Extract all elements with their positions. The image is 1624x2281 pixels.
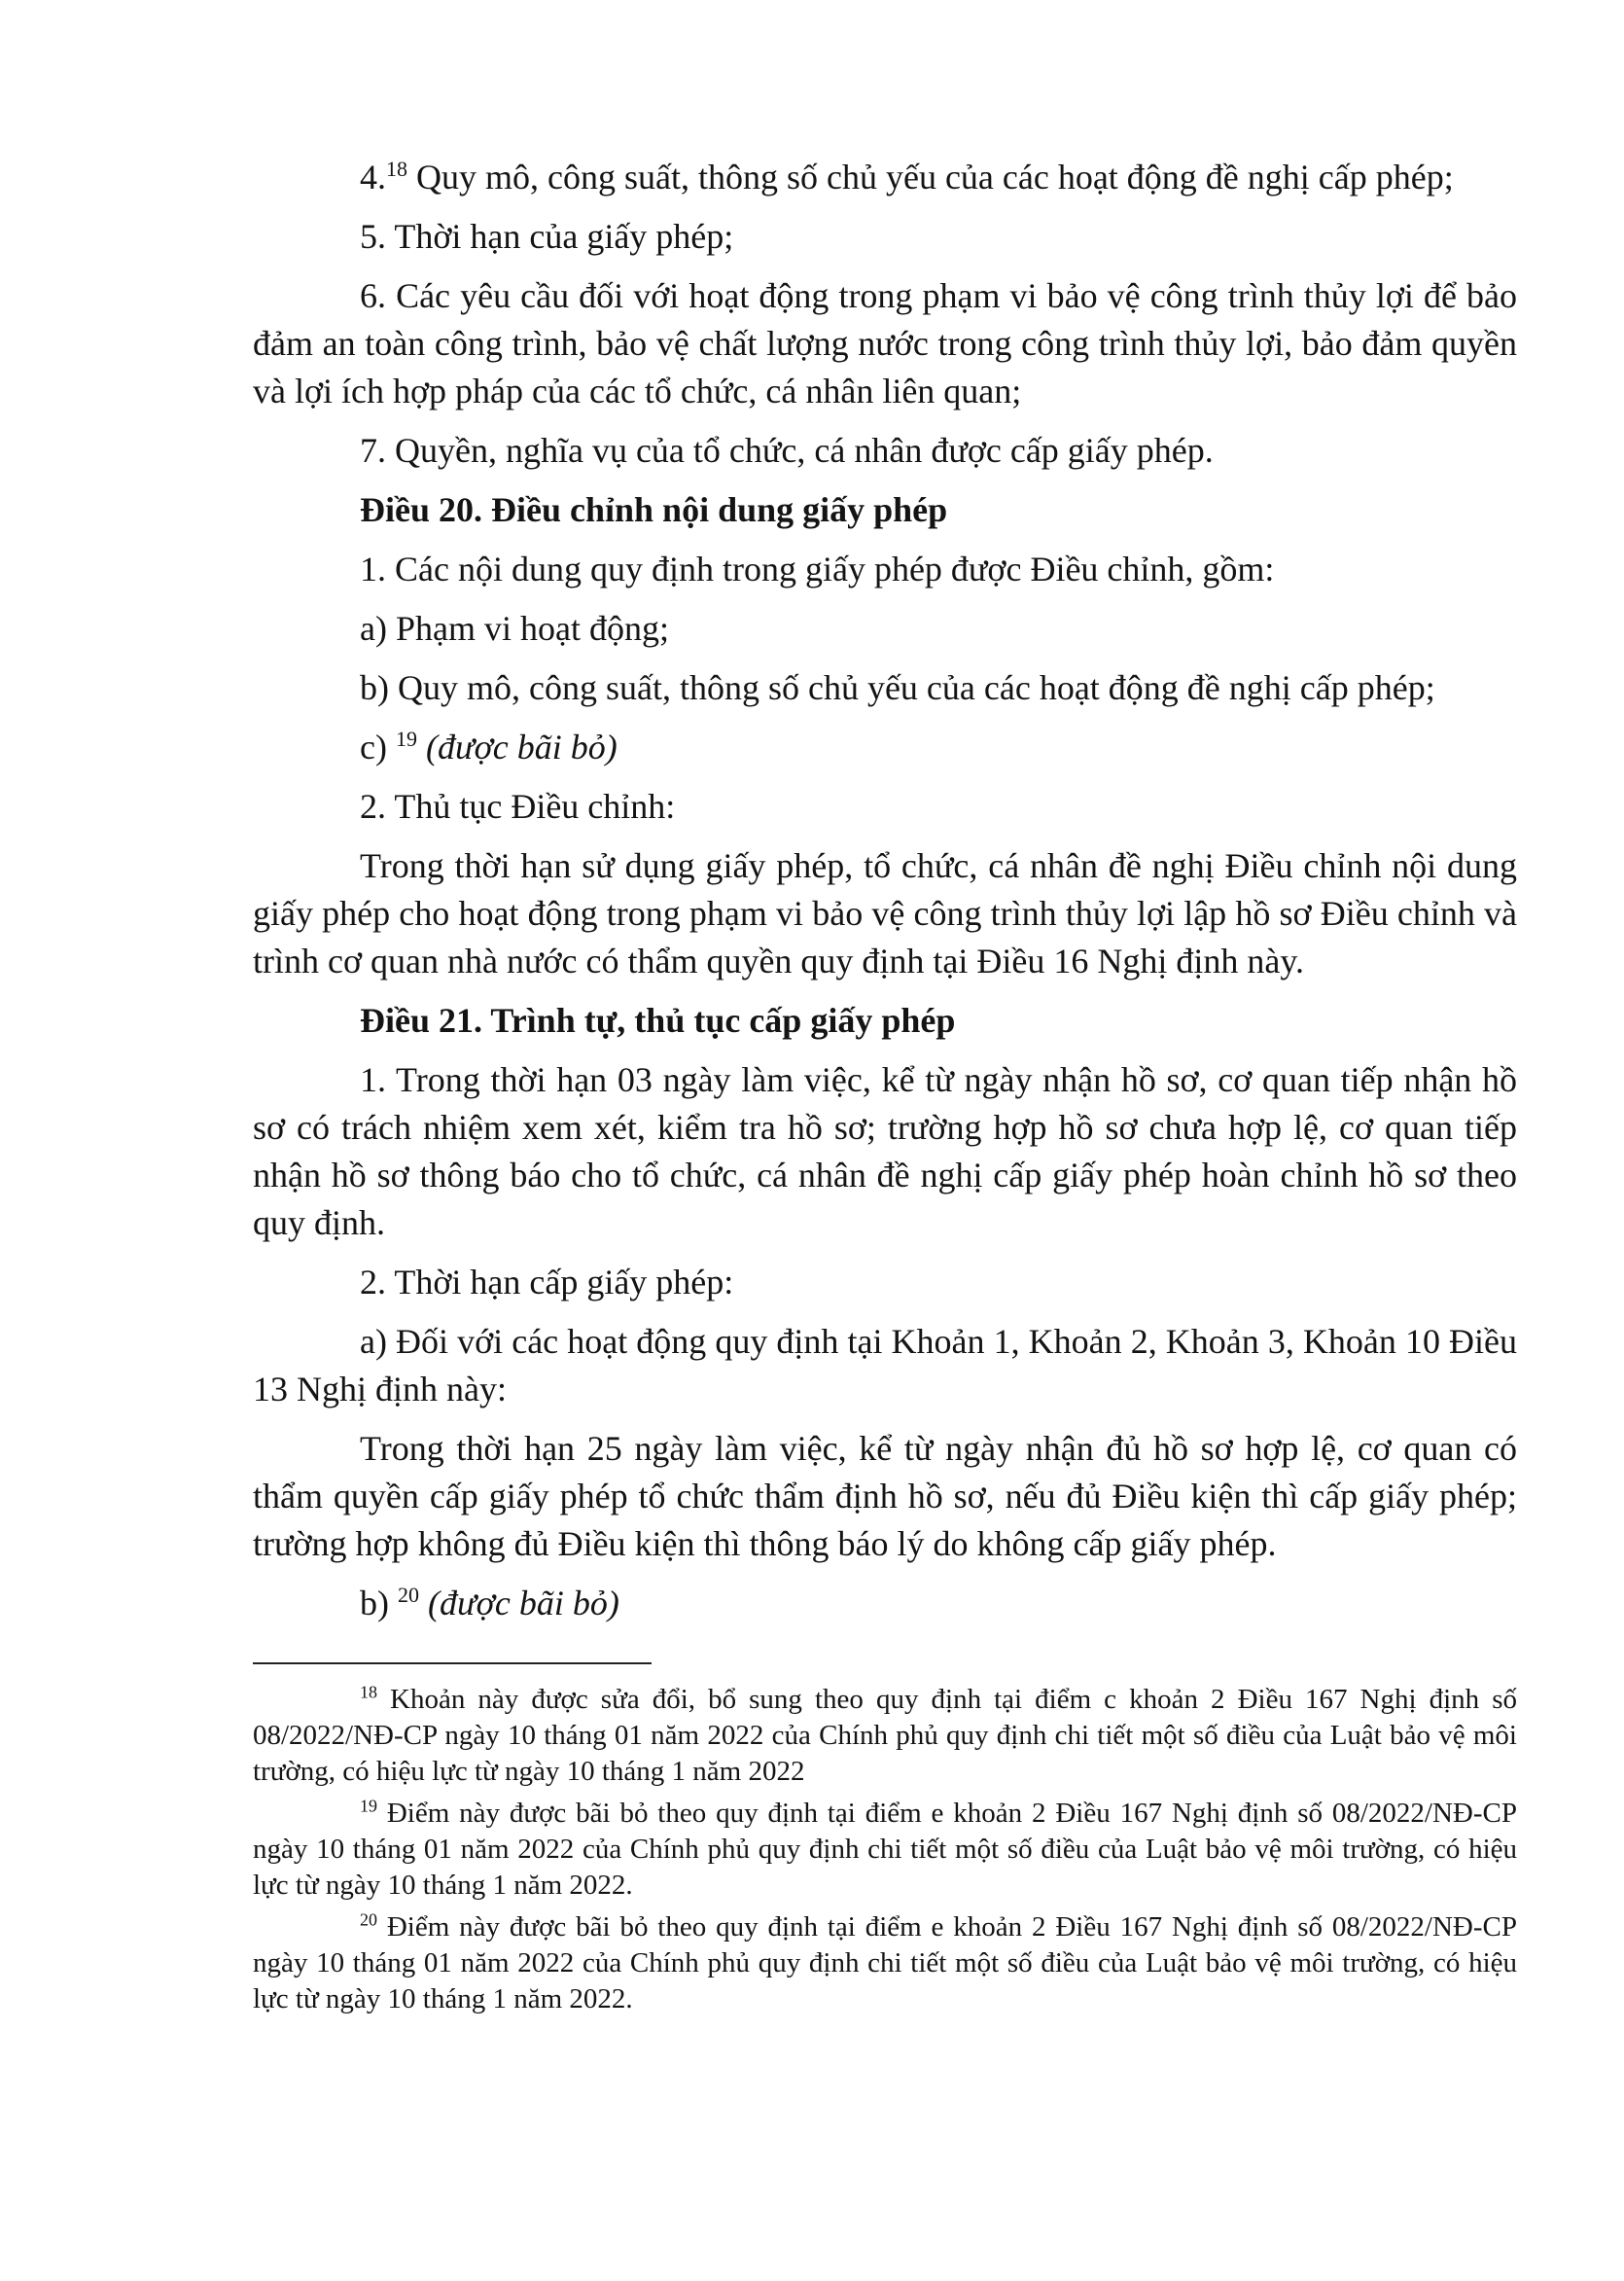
clause-text: Quy mô, công suất, thông số chủ yếu của các hoạt động đề nghị cấp phép; (407, 158, 1454, 196)
article-20-heading: Điều 20. Điều chỉnh nội dung giấy phép (360, 490, 948, 529)
footnote-19 (253, 1796, 1517, 1904)
footnote-text: Điểm này được bãi bỏ theo quy định tại điểm e khoản 2 Điều 167 Nghị định số 08/2022/NĐ-CP ngày 10 tháng 01 năm 2022 của Chính phủ quy định chi tiết một số điều của Luật bảo vệ môi trường, có hiệu lực từ ngày 10 tháng 1 năm 2022. (253, 1798, 1517, 1901)
paragraph-adjustment-procedure: Trong thời hạn sử dụng giấy phép, tổ chức, cá nhân đề nghị Điều chỉnh nội dung giấy phép cho hoạt động trong phạm vi bảo vệ công trình thủy lợi lập hồ sơ Điều chỉnh và trình cơ quan nhà nước có thẩm quyền quy định tại Điều 16 Nghị định này. (253, 846, 1517, 980)
footnote-marker: 18 (360, 1682, 377, 1702)
paragraph-clause-7: 7. Quyền, nghĩa vụ của tổ chức, cá nhân được cấp giấy phép. (360, 431, 1214, 470)
paragraph-article-20-clause-2: 2. Thủ tục Điều chỉnh: (360, 787, 676, 826)
footnote-ref-19[interactable]: 19 (395, 727, 417, 751)
footnote-ref-20[interactable]: 20 (398, 1583, 419, 1607)
paragraph-clause-6: 6. Các yêu cầu đối với hoạt động trong phạm vi bảo vệ công trình thủy lợi để bảo đảm an toàn công trình, bảo vệ chất lượng nước trong công trình thủy lợi, bảo đảm quyền và lợi ích hợp pháp của các tổ chức, cá nhân liên quan; (253, 276, 1517, 410)
footnote-text: Khoản này được sửa đổi, bổ sung theo quy định tại điểm c khoản 2 Điều 167 Nghị định số 08/2022/NĐ-CP ngày 10 tháng 01 năm 2022 của Chính phủ quy định chi tiết một số điều của Luật bảo vệ môi trường, có hiệu lực từ ngày 10 tháng 1 năm 2022 (253, 1684, 1517, 1787)
article-21-heading: Điều 21. Trình tự, thủ tục cấp giấy phép (360, 1001, 956, 1040)
clause-number: 4. (360, 158, 386, 196)
point-label: b) (360, 1584, 398, 1622)
footnote-ref-18[interactable]: 18 (386, 157, 407, 181)
paragraph-point-c (253, 724, 1517, 771)
footnote-marker: 20 (360, 1909, 377, 1930)
document-page (253, 154, 1517, 2023)
paragraph-article-21-point-b (253, 1580, 1517, 1627)
paragraph-clause-5: 5. Thời hạn của giấy phép; (360, 217, 734, 256)
paragraph-article-21-clause-1: 1. Trong thời hạn 03 ngày làm việc, kể từ ngày nhận hồ sơ, cơ quan tiếp nhận hồ sơ có trách nhiệm xem xét, kiểm tra hồ sơ; trường hợp hồ sơ chưa hợp lệ, cơ quan tiếp nhận hồ sơ thông báo cho tổ chức, cá nhân đề nghị cấp giấy phép hoàn chỉnh hồ sơ theo quy định. (253, 1060, 1517, 1242)
paragraph-clause-4 (253, 154, 1517, 201)
footnote-text: Điểm này được bãi bỏ theo quy định tại điểm e khoản 2 Điều 167 Nghị định số 08/2022/NĐ-CP ngày 10 tháng 01 năm 2022 của Chính phủ quy định chi tiết một số điều của Luật bảo vệ môi trường, có hiệu lực từ ngày 10 tháng 1 năm 2022. (253, 1911, 1517, 2014)
footnote-separator (253, 1662, 652, 1664)
paragraph-article-21-point-a: a) Đối với các hoạt động quy định tại Khoản 1, Khoản 2, Khoản 3, Khoản 10 Điều 13 Nghị định này: (253, 1322, 1517, 1408)
paragraph-review-period: Trong thời hạn 25 ngày làm việc, kể từ ngày nhận đủ hồ sơ hợp lệ, cơ quan có thẩm quyền cấp giấy phép tổ chức thẩm định hồ sơ, nếu đủ Điều kiện thì cấp giấy phép; trường hợp không đủ Điều kiện thì thông báo lý do không cấp giấy phép. (253, 1429, 1517, 1563)
point-label: c) (360, 728, 396, 766)
paragraph-article-20-clause-1: 1. Các nội dung quy định trong giấy phép được Điều chỉnh, gồm: (360, 550, 1275, 588)
paragraph-article-21-clause-2: 2. Thời hạn cấp giấy phép: (360, 1263, 734, 1301)
repealed-note: (được bãi bỏ) (419, 1584, 619, 1622)
paragraph-point-b: b) Quy mô, công suất, thông số chủ yếu của các hoạt động đề nghị cấp phép; (360, 668, 1435, 707)
footnote-marker: 19 (360, 1796, 377, 1816)
footnote-18 (253, 1682, 1517, 1790)
paragraph-point-a: a) Phạm vi hoạt động; (360, 609, 669, 648)
footnote-20 (253, 1909, 1517, 2017)
repealed-note: (được bãi bỏ) (416, 728, 618, 766)
